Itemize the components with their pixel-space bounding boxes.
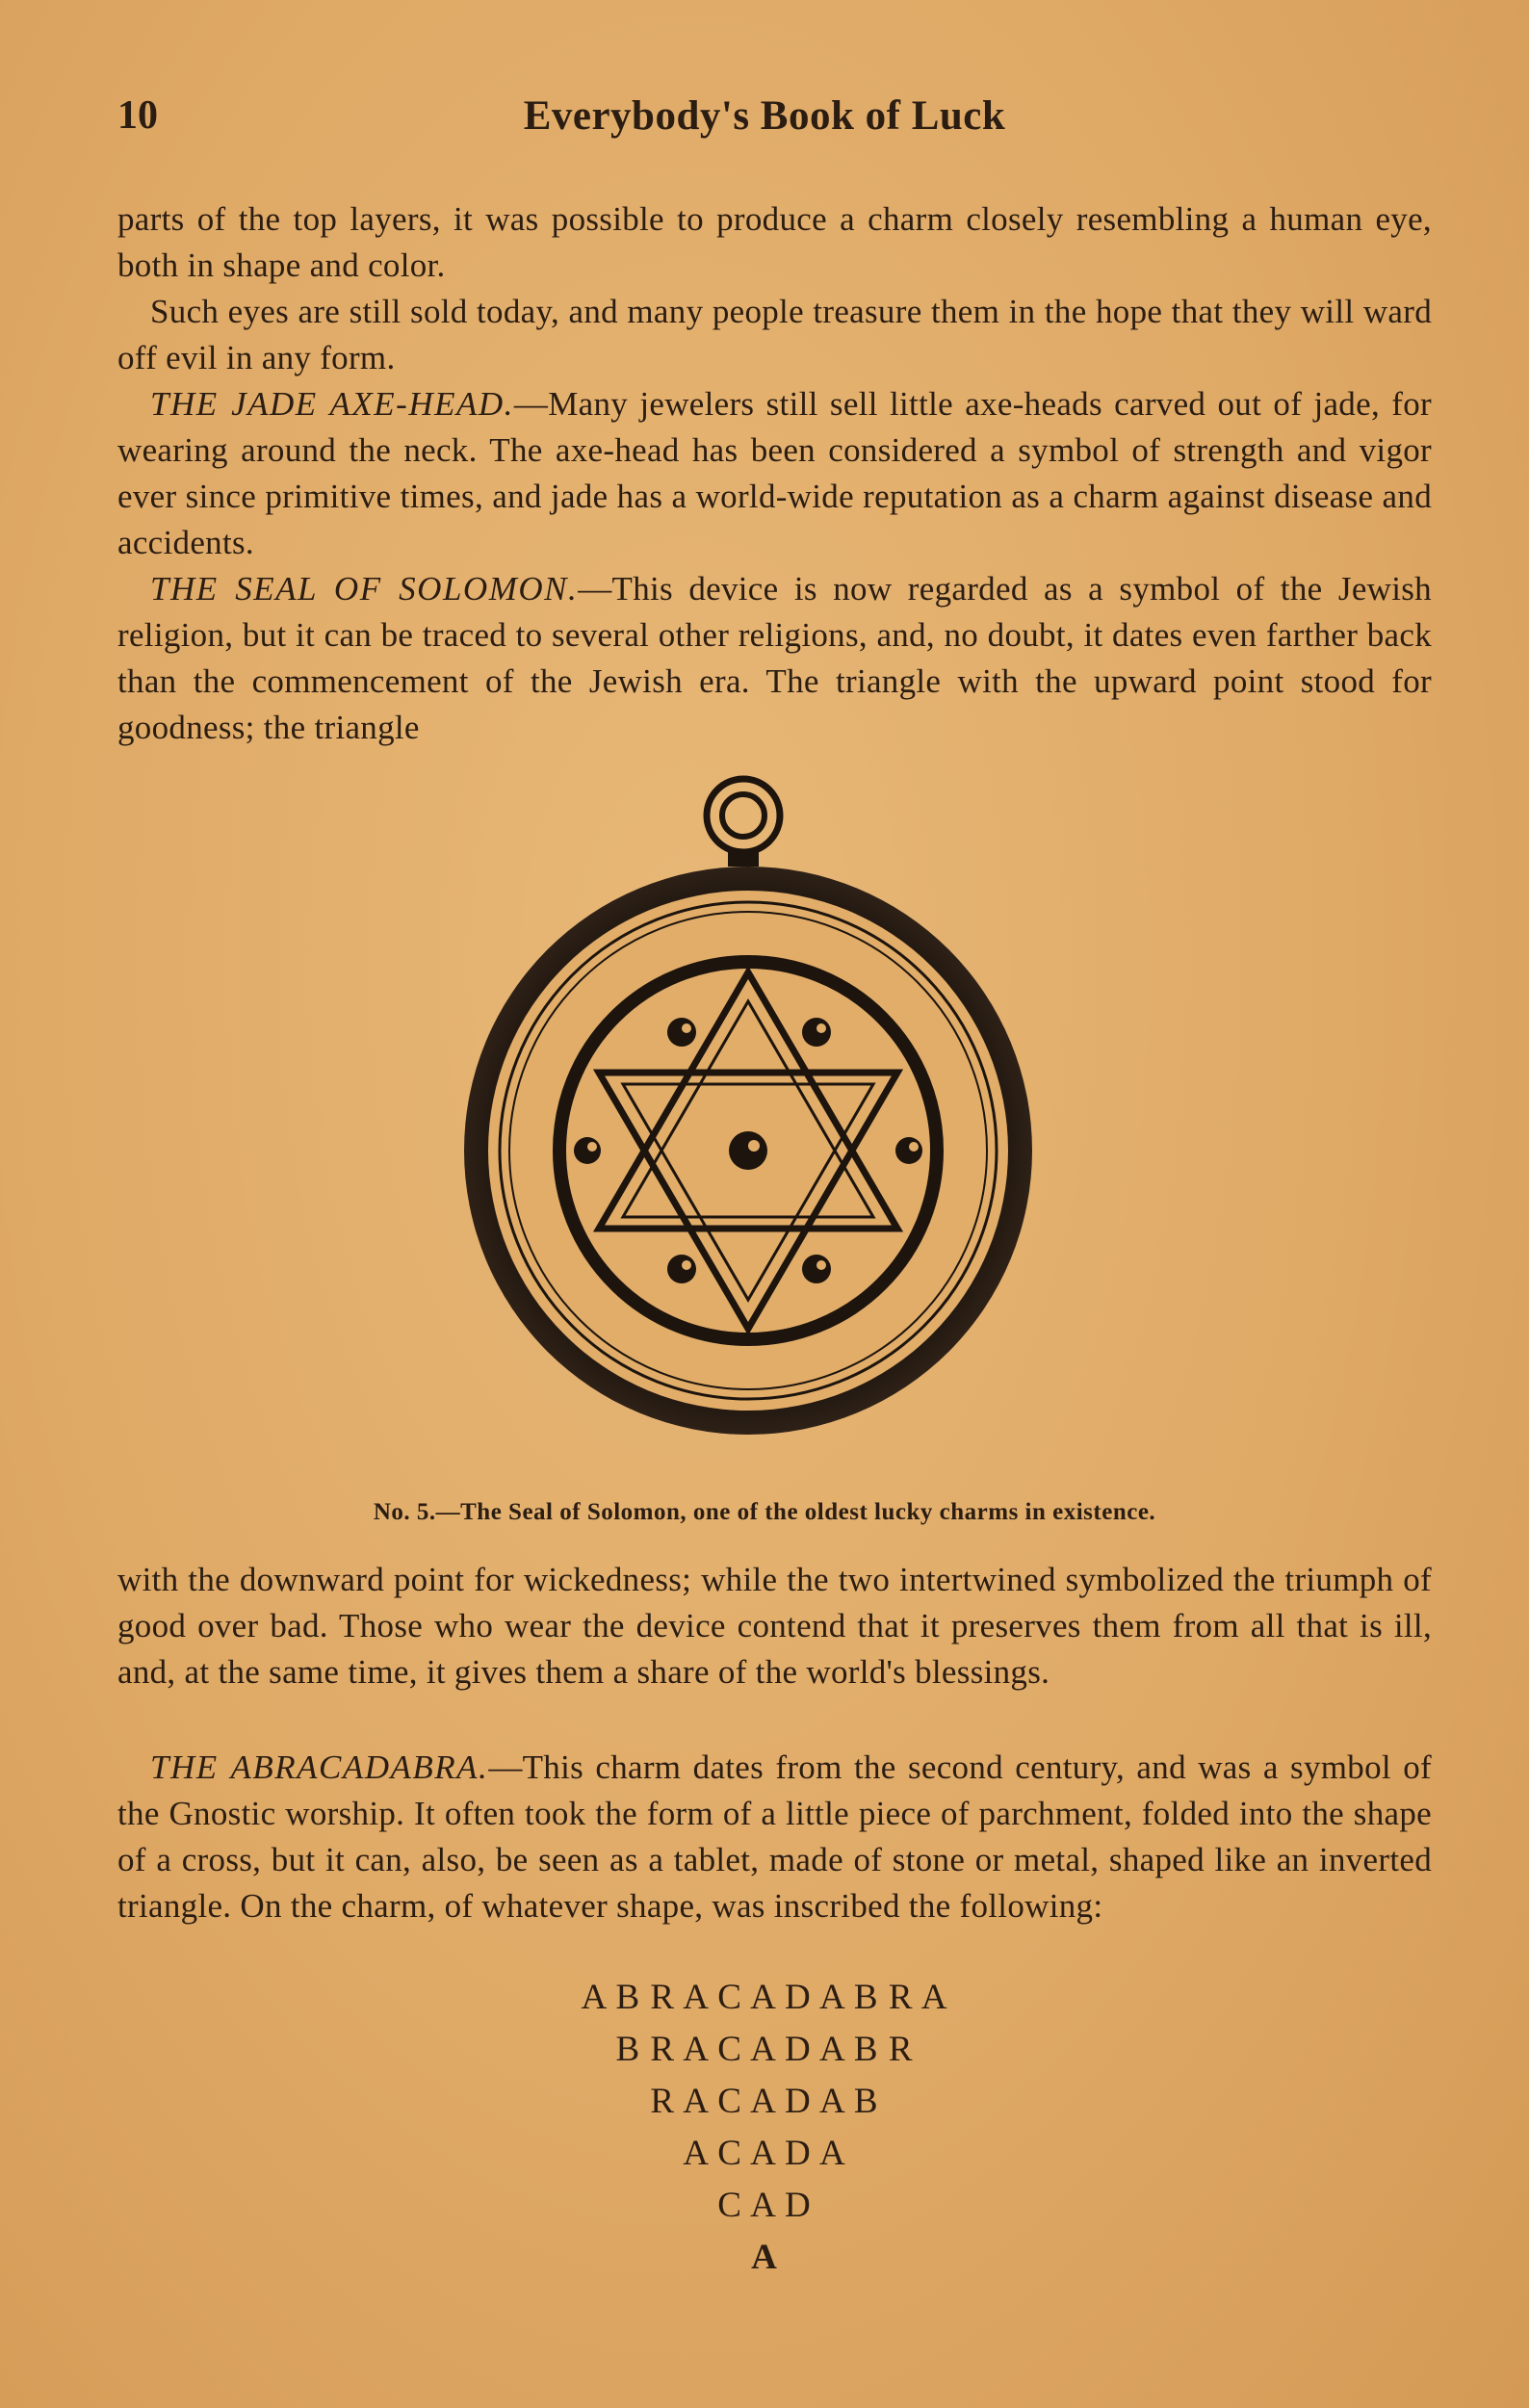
abracadabra-line: C A D <box>717 2186 812 2225</box>
abracadabra-line: A B R A C A D A B R A <box>581 1978 948 2017</box>
paragraph-body: —This device is now regarded as a symbol of the Jewish religion, but it can be traced to several other religions, and, no doubt, it dates even farther back than the commencement of the Jewish era. The triangle with the upward point stood for goodness; the triangle <box>117 570 1432 746</box>
abracadabra-line: B R A C A D A B R <box>615 2030 914 2069</box>
paragraph-eyes-sold: Such eyes are still sold today, and many people treasure them in the hope that they will ward off evil in any form. <box>117 293 1432 376</box>
suspension-loop <box>707 779 780 867</box>
page-number: 10 <box>117 93 158 138</box>
paragraph-body: —This charm dates from the second century, and was a symbol of the Gnostic worship. It often took the form of a little piece of parchment, folded into the shape of a cross, but it can, also, be seen as a tablet, made of stone or metal, shaped like an inverted triangle. On the charm, of whatever shape, was inscribed the following: <box>117 1748 1432 1925</box>
section-heading-jade-axe-head: THE JADE AXE-HEAD. <box>150 385 514 423</box>
paragraph-seal-continuation: with the downward point for wickedness; while the two intertwined symbolized the triumph of good over bad. Those who wear the device contend that it preserves them from all that is ill, and, at the same time, it gives them a share of the world's blessings. <box>117 1561 1432 1691</box>
abracadabra-triangle <box>0 1972 1529 2284</box>
paragraph-eye-continuation: parts of the top layers, it was possible to produce a charm closely resembling a human eye, both in shape and color. <box>117 200 1432 284</box>
paragraph-seal-of-solomon <box>117 566 1432 751</box>
abracadabra-line: A C A D A <box>683 2134 846 2173</box>
paragraph-jade-axe-head <box>117 381 1432 566</box>
running-title: Everybody's Book of Luck <box>523 93 1006 139</box>
section-heading-seal-of-solomon: THE SEAL OF SOLOMON. <box>150 570 579 608</box>
paragraph-body: —Many jewelers still sell little axe-heads carved out of jade, for wearing around the neck. The axe-head has been considered a symbol of strength and vigor ever since primitive times, and jade has a world-wide reputation as a charm against disease and accidents. <box>117 385 1432 561</box>
seal-of-solomon-illustration <box>433 770 1107 1483</box>
paragraph-abracadabra <box>117 1745 1432 1929</box>
abracadabra-line: R A C A D A B <box>650 2082 879 2121</box>
figure-caption: No. 5.—The Seal of Solomon, one of the oldest lucky charms in existence. <box>373 1499 1156 1525</box>
abracadabra-line: A <box>751 2238 778 2277</box>
section-heading-abracadabra: THE ABRACADABRA. <box>150 1748 489 1786</box>
